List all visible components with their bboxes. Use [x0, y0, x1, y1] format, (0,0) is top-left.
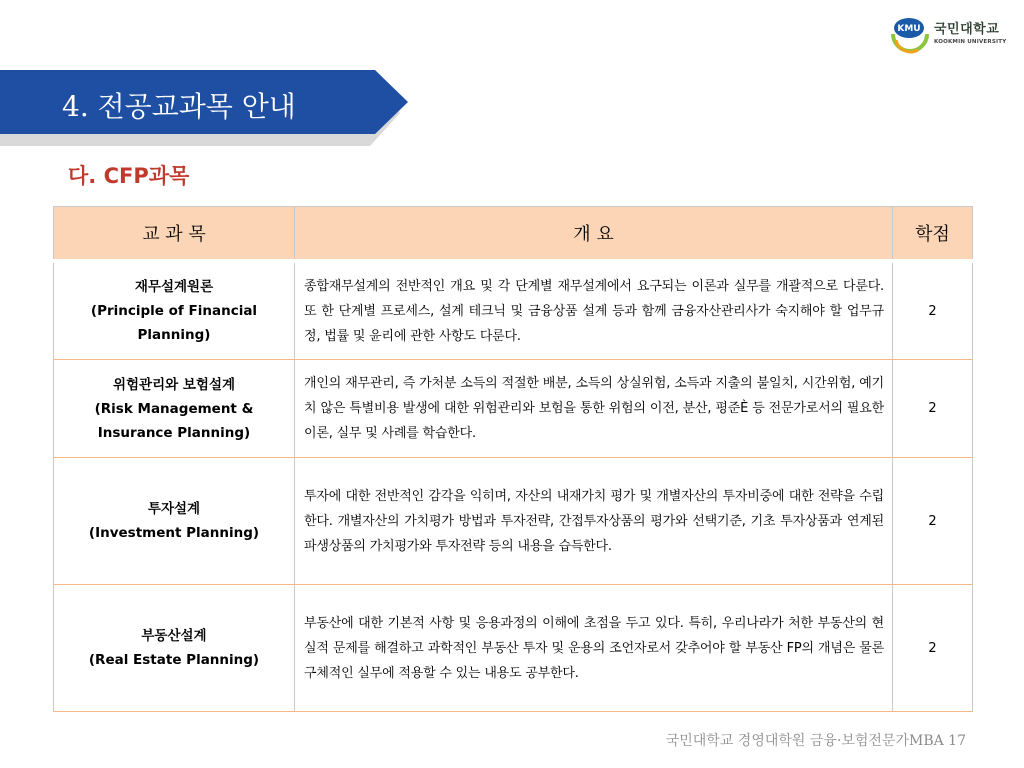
- course-name-en: (Investment Planning): [88, 525, 260, 541]
- footer-text: 국민대학교 경영대학원 금융·보험전문가MBA 17: [665, 733, 966, 749]
- course-name-ko: 투자설계: [147, 501, 201, 517]
- course-cell: [54, 585, 295, 712]
- course-name-ko: 부동산설계: [141, 628, 207, 644]
- course-cell: [54, 261, 295, 360]
- header-credit: 학점: [893, 207, 973, 262]
- course-name-en: (Principle of Financial Planning): [90, 303, 258, 343]
- logo-badge: KMU: [897, 24, 921, 34]
- header-course: 교 과 목: [54, 207, 295, 262]
- table-row: [54, 261, 973, 360]
- course-cell: [54, 360, 295, 458]
- table-row: [54, 458, 973, 585]
- course-name-en: (Real Estate Planning): [88, 652, 260, 668]
- table-header-row: [54, 207, 973, 262]
- course-summary: 종합재무설계의 전반적인 개요 및 각 단계별 재무설계에서 요구되는 이론과 실무를 개괄적으로 다룬다. 또 한 단계별 프로세스, 설계 테크닉 및 금융상품 설계 등과 함께 금융자산관리사가 숙지해야 할 업무규정, 법률 및 윤리에 관한 사항도 다룬다.: [295, 261, 893, 360]
- course-summary: 부동산에 대한 기본적 사항 및 응용과정의 이해에 초점을 두고 있다. 특히, 우리나라가 처한 부동산의 현실적 문제를 해결하고 과학적인 부동산 투자 및 운용의 조언자로서 갖추어야 할 부동산 FP의 개념은 물론 구체적인 실무에 적용할 수 있는 내용도 공부한다.: [295, 585, 893, 712]
- logo-name-en: KOOKMIN UNIVERSITY: [934, 39, 1007, 45]
- course-credit: 2: [893, 585, 973, 712]
- logo-name-ko: 국민대학교: [934, 22, 1000, 37]
- kmu-emblem-icon: [888, 10, 932, 56]
- course-cell: [54, 458, 295, 585]
- course-summary: 개인의 재무관리, 즉 가처분 소득의 적절한 배분, 소득의 상실위험, 소득과 지출의 불일치, 시간위험, 예기치 않은 특별비용 발생에 대한 위험관리와 보험을 통한 위험의 이전, 분산, 평준È 등 전문가로서의 필요한 이론, 실무 및 사례를 학습한다.: [295, 360, 893, 458]
- course-credit: 2: [893, 360, 973, 458]
- course-table: [53, 206, 973, 712]
- header-summary: 개 요: [295, 207, 893, 262]
- course-name-en: (Risk Management & Insurance Planning): [94, 400, 254, 441]
- course-credit: 2: [893, 261, 973, 360]
- course-credit: 2: [893, 458, 973, 585]
- section-subtitle: 다. CFP과목: [68, 164, 190, 188]
- course-summary: 투자에 대한 전반적인 감각을 익히며, 자산의 내재가치 평가 및 개별자산의 투자비중에 대한 전략을 수립한다. 개별자산의 가치평가 방법과 투자전략, 간접투자상품의 평가와 선택기준, 기초 투자상품과 연계된 파생상품의 가치평가와 투자전략 등의 내용을 습득한다.: [295, 458, 893, 585]
- course-name-ko: 위험관리와 보험설계: [112, 376, 236, 393]
- table-row: [54, 585, 973, 712]
- university-logo: [888, 10, 1020, 56]
- table-row: [54, 360, 973, 458]
- page-title: 4. 전공교과목 안내: [62, 90, 296, 123]
- course-name-ko: 재무설계원론: [134, 279, 214, 295]
